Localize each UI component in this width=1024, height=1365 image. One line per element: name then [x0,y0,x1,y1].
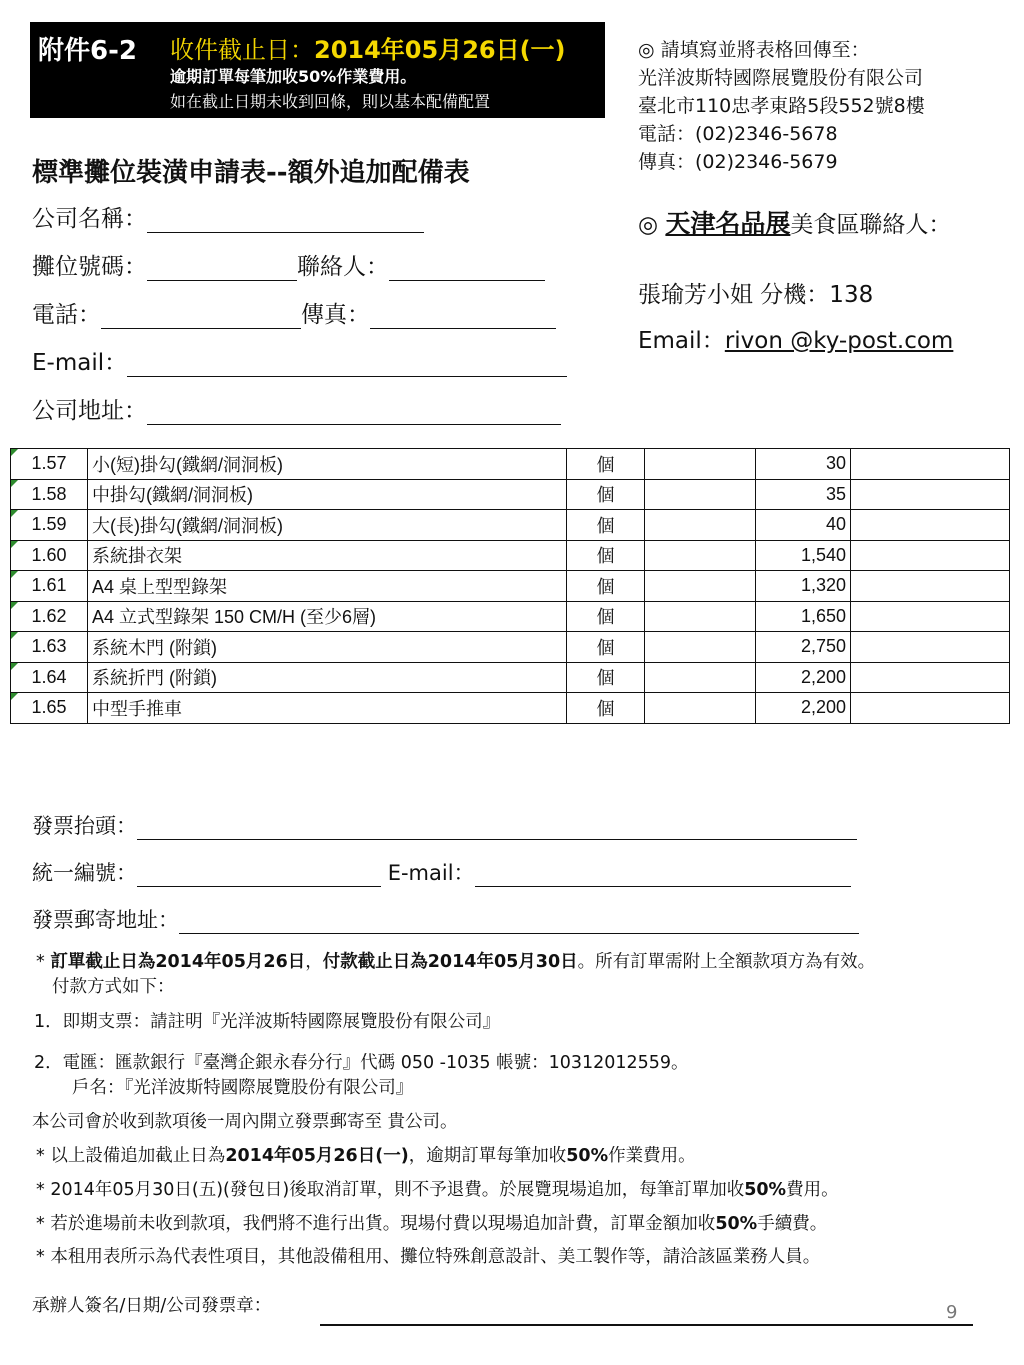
payment-method-heading: 付款方式如下： [52,977,175,997]
deadline-date: 2014年05月26日(一) [314,36,566,64]
unit: 個 [567,632,645,663]
mail-address-row [32,904,859,934]
unit: 個 [567,449,645,480]
note-equipment-deadline [36,1144,696,1168]
table-row [11,449,1010,480]
note-full-payment: 。所有訂單需附上全額款項方為有效。 [577,952,876,972]
unit: 個 [567,510,645,541]
attachment-tag: 附件6-2 [38,36,137,66]
page-number: 9 [946,1302,958,1323]
table-row [11,510,1010,541]
table-row [11,571,1010,602]
phone-label: 電話： [32,302,101,328]
phone-fax-row [32,296,556,329]
total-cell[interactable] [851,601,1010,632]
equipment-table [10,448,1010,724]
n5-mid: ，逾期訂單每筆加收 [408,1146,567,1166]
deadline-line [170,30,566,65]
total-cell[interactable] [851,449,1010,480]
email-label: Email： [638,328,725,354]
n5-pct: 50% [566,1146,609,1166]
note-star: * [36,952,51,972]
row-number: 1.58 [11,479,88,510]
contact-block [638,36,925,176]
phone-input[interactable] [101,304,301,329]
unit: 個 [567,540,645,571]
n5-pre: * 以上設備追加截止日為 [36,1146,226,1166]
total-cell[interactable] [851,632,1010,663]
note-invoice-mailing: 本公司會於收到款項後一周內開立發票郵寄至 貴公司。 [32,1112,458,1132]
total-cell[interactable] [851,510,1010,541]
total-cell[interactable] [851,479,1010,510]
contact-person: 張瑜芳小姐 分機：138 [638,282,874,308]
note-cheque: 1．即期支票：請註明『光洋波斯特國際展覽股份有限公司』 [34,1012,501,1032]
company-phone: 電話：(02)2346-5678 [638,123,838,145]
payment-deadline: 付款截止日為2014年05月30日 [322,952,578,972]
table-row [11,632,1010,663]
invoice-title-row [32,810,857,840]
n6-pct: 50% [744,1180,787,1200]
address-input[interactable] [147,400,561,425]
item-name: A4 桌上型型錄架 [88,571,567,602]
default-config-note: 如在截止日期未收到回條，則以基本配備配置 [170,92,491,111]
email-input[interactable] [127,352,567,377]
unit: 個 [567,601,645,632]
item-name: 中型手推車 [88,693,567,724]
total-cell[interactable] [851,693,1010,724]
signature-label: 承辦人簽名/日期/公司發票章： [32,1296,272,1316]
unit: 個 [567,479,645,510]
n7-pct: 50% [715,1214,758,1234]
signature-line[interactable] [320,1324,973,1326]
quantity-cell[interactable] [645,662,756,693]
row-number: 1.57 [11,449,88,480]
event-contact-label: 美食區聯絡人： [790,212,952,238]
item-name: 小(短)掛勾(鐵網/洞洞板) [88,449,567,480]
item-name: 系統掛衣架 [88,540,567,571]
unit: 個 [567,571,645,602]
contact-person-input[interactable] [389,256,545,281]
tax-id-label: 統一編號： [32,861,137,885]
mail-address-input[interactable] [179,909,859,934]
bullet-icon: ◎ [638,212,666,238]
unit-price: 40 [756,510,851,541]
tax-email-row [32,857,851,887]
mail-address-label: 發票郵寄地址： [32,908,179,932]
email-row [32,344,567,377]
item-name: 系統折門 (附鎖) [88,662,567,693]
tax-id-input[interactable] [137,862,381,887]
quantity-cell[interactable] [645,601,756,632]
note-representative-items: * 本租用表所示為代表性項目，其他設備租用、攤位特殊創意設計、美工製作等，請洽該區業務人員。 [36,1247,821,1267]
invoice-title-label: 發票抬頭： [32,814,137,838]
quantity-cell[interactable] [645,571,756,602]
address-label: 公司地址： [32,398,147,424]
unit-price: 2,750 [756,632,851,663]
company-name-label: 公司名稱： [32,206,147,232]
event-name: 天津名品展 [665,209,791,238]
unit: 個 [567,693,645,724]
unit: 個 [567,662,645,693]
invoice-title-input[interactable] [137,815,857,840]
row-number: 1.65 [11,693,88,724]
n7-end: 手續費。 [757,1214,828,1234]
row-number: 1.62 [11,601,88,632]
booth-no-input[interactable] [147,256,297,281]
email-label: E-mail： [32,350,128,376]
unit-price: 2,200 [756,693,851,724]
invoice-email-label: E-mail： [387,861,475,885]
quantity-cell[interactable] [645,632,756,663]
total-cell[interactable] [851,540,1010,571]
quantity-cell[interactable] [645,693,756,724]
note-unpaid [36,1212,827,1236]
order-deadline: 訂單截止日為2014年05月26日 [50,952,306,972]
n6-end: 費用。 [786,1180,839,1200]
booth-no-label: 攤位號碼： [32,254,147,280]
table-row [11,540,1010,571]
quantity-cell[interactable] [645,479,756,510]
item-name: 大(長)掛勾(鐵網/洞洞板) [88,510,567,541]
unit-price: 1,650 [756,601,851,632]
table-row [11,601,1010,632]
item-name: 系統木門 (附鎖) [88,632,567,663]
form-title: 標準攤位裝潢申請表--額外追加配備表 [32,158,470,188]
late-fee-note: 逾期訂單每筆加收50%作業費用。 [170,67,417,86]
n5-end: 作業費用。 [608,1146,696,1166]
row-number: 1.63 [11,632,88,663]
note-wire-transfer: 2．電匯：匯款銀行『臺灣企銀永春分行』代碼 050 -1035 帳號：10312012559。 [34,1053,689,1073]
fax-label: 傳真： [301,302,370,328]
company-name-input[interactable] [147,208,424,233]
unit-price: 35 [756,479,851,510]
company-name: 光洋波斯特國際展覽股份有限公司 [638,67,924,89]
table-row [11,693,1010,724]
unit-price: 2,200 [756,662,851,693]
equipment-table-body [11,449,1010,724]
company-fax: 傳真：(02)2346-5679 [638,151,838,173]
note-deadlines [36,950,1011,974]
contact-email-link[interactable]: rivon @ky-post.com [724,328,954,354]
unit-price: 30 [756,449,851,480]
quantity-cell[interactable] [645,540,756,571]
note-separator: ， [305,952,323,972]
booth-contact-row [32,248,545,281]
item-name: A4 立式型錄架 150 CM/H (至少6層) [88,601,567,632]
n5-date: 2014年05月26日(一) [225,1146,409,1166]
return-instruction: ◎ 請填寫並將表格回傳至： [638,39,870,61]
row-number: 1.61 [11,571,88,602]
total-cell[interactable] [851,662,1010,693]
total-cell[interactable] [851,571,1010,602]
n7-pre: * 若於進場前未收到款項，我們將不進行出貨。現場付費以現場追加計費，訂單金額加收 [36,1214,716,1234]
company-address: 臺北市110忠孝東路5段552號8樓 [638,95,925,117]
quantity-cell[interactable] [645,510,756,541]
unit-price: 1,540 [756,540,851,571]
table-row [11,662,1010,693]
deadline-label: 收件截止日： [170,36,314,64]
contact-email-line [638,322,953,355]
address-row [32,392,561,425]
quantity-cell[interactable] [645,449,756,480]
note-cancellation [36,1178,839,1202]
invoice-email-input[interactable] [475,862,851,887]
company-name-field [32,200,424,233]
unit-price: 1,320 [756,571,851,602]
table-row [11,479,1010,510]
row-number: 1.60 [11,540,88,571]
n6-pre: * 2014年05月30日(五)(發包日)後取消訂單，則不予退費。於展覽現場追加，每筆訂單加收 [36,1180,745,1200]
item-name: 中掛勾(鐵網/洞洞板) [88,479,567,510]
fax-input[interactable] [370,304,556,329]
row-number: 1.59 [11,510,88,541]
contact-person-label: 聯絡人： [297,254,389,280]
note-account-name: 戶名：『光洋波斯特國際展覽股份有限公司』 [72,1078,414,1098]
event-contact-heading [638,204,951,240]
row-number: 1.64 [11,662,88,693]
